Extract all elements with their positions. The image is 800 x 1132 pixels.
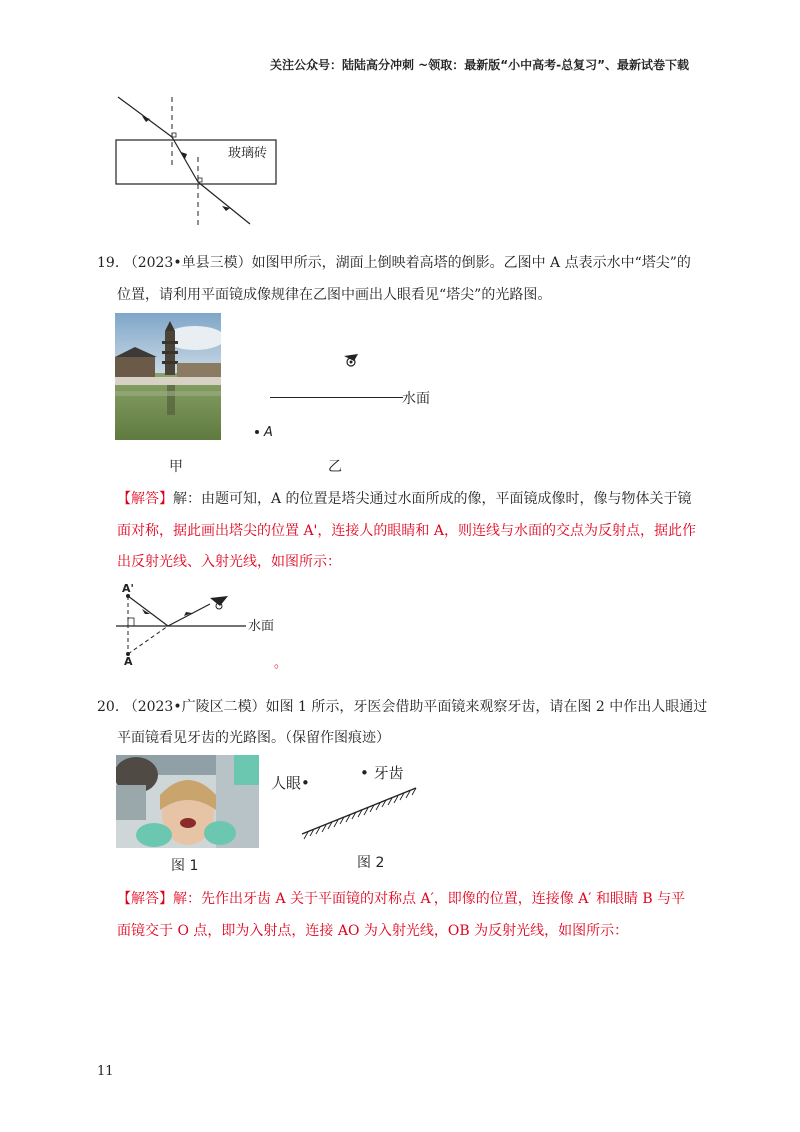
- reflection-answer-diagram: [112, 578, 287, 668]
- tooth-label: • 牙齿: [360, 764, 404, 782]
- caption-yi: 乙: [328, 459, 342, 475]
- emergent-ray: [198, 182, 250, 224]
- arrow-incident: [142, 116, 150, 122]
- q19-line2: 位置，请利用平面镜成像规律在乙图中画出人眼看见“塔尖”的光路图。: [117, 287, 552, 303]
- q19-answer-line2: 面对称，据此画出塔尖的位置 A'，连接人的眼睛和 A，则连线与水面的交点为反射点，据此作: [117, 523, 696, 539]
- page-header: 关注公众号：陆陆高分冲刺 ~领取：最新版“小中高考-总复习”、最新试卷下载: [270, 58, 689, 72]
- mirror-hatching: [304, 788, 416, 839]
- dentist-photo: [116, 755, 259, 848]
- eye-icon-answer: [210, 596, 228, 606]
- refracted-ray: [172, 137, 198, 182]
- water-label-answer: 水面: [248, 619, 275, 634]
- answer-tag: 【解答】: [117, 491, 173, 507]
- eye-icon: [342, 352, 362, 370]
- glass-block-diagram: [110, 92, 290, 227]
- q20-answer-line2: 面镜交于 O 点，即为入射点，连接 AO 为入射光线，OB 为反射光线，如图所示：: [117, 923, 629, 939]
- a-prime-label: A': [122, 582, 134, 595]
- point-a-label: A: [264, 425, 273, 440]
- eye-label: 人眼•: [271, 774, 310, 792]
- reflected-ray-answer: [168, 604, 210, 626]
- answer-tag-20: 【解答】: [117, 891, 173, 907]
- a-label: A: [124, 655, 133, 668]
- water-surface-label: 水面: [402, 391, 430, 407]
- tower-lake-photo: [115, 313, 221, 440]
- q20-line2: 平面镜看见牙齿的光路图。（保留作图痕迹）: [117, 730, 390, 746]
- caption-jia: 甲: [169, 459, 183, 475]
- q19-line1: 19. （2023•单县三模）如图甲所示，湖面上倒映着高塔的倒影。乙图中 A 点表示水中“塔尖”的: [97, 255, 691, 271]
- q20-line1: 20. （2023•广陵区二模）如图 1 所示，牙医会借助平面镜来观察牙齿，请在图 2 中作出人眼通过: [97, 699, 708, 715]
- answer-text-20a: 解：先作出牙齿 A 关于平面镜的对称点 A′，即像的位置，连接像 A′ 和眼睛 B 与平: [173, 891, 686, 907]
- right-angle-mark-bottom: [198, 178, 202, 182]
- right-angle: [128, 618, 134, 626]
- water-surface-line: [270, 397, 403, 398]
- right-angle-mark-top: [172, 133, 176, 137]
- caption-fig2: 图 2: [357, 855, 385, 871]
- q20-answer-line1: [117, 889, 685, 909]
- glass-label: 玻璃砖: [228, 146, 268, 161]
- incident-ray: [118, 97, 172, 137]
- trailing-dot: 。: [274, 656, 288, 671]
- q19-answer-line3: 出反射光线、入射光线，如图所示：: [117, 554, 341, 570]
- plane-mirror: [298, 782, 420, 840]
- point-a-dot: [255, 430, 259, 434]
- dashed-extension: [128, 626, 168, 654]
- caption-fig1: 图 1: [171, 858, 199, 874]
- q19-answer-line1: [117, 489, 692, 509]
- page-number: 11: [97, 1064, 114, 1079]
- answer-text-black: 解：由题可知，A 的位置是塔尖通过水面所成的像，平面镜成像时，像与物体关于镜: [173, 491, 692, 507]
